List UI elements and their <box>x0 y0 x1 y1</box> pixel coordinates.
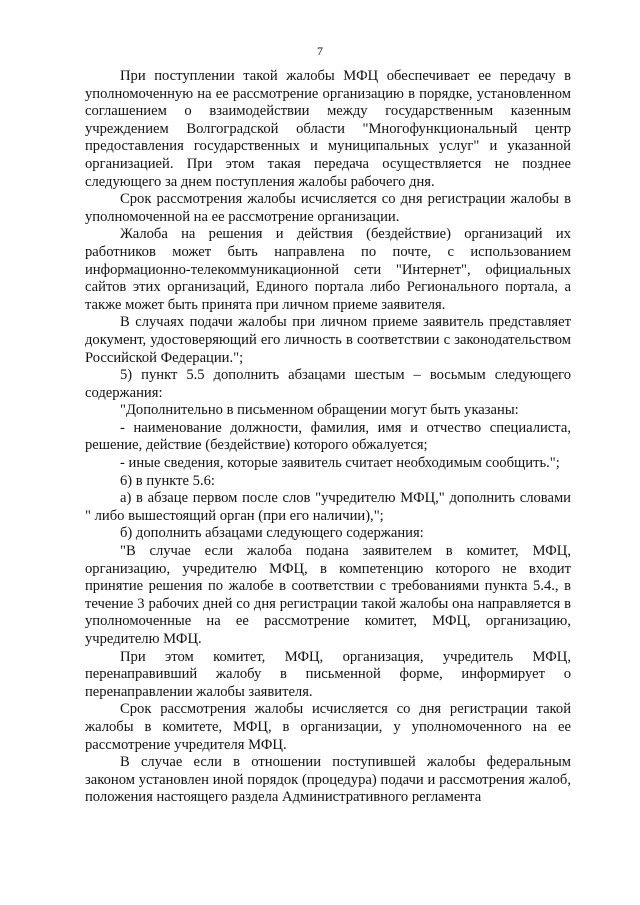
paragraph-review-period-redirect: Срок рассмотрения жалобы исчисляется со дня регистрации такой жалобы в комитете, МФЦ, в организации, у уполномоченного на ее рассмотрение учредителя МФЦ. <box>85 701 571 753</box>
paragraph-transfer-to-organization: При поступлении такой жалобы МФЦ обеспечивает ее передачу в уполномоченную на ее рассмотрение организацию в порядке, установленном соглашением о взаимодействии между государственным казенным учреждением Волгоградской области "Многофункциональный центр предоставления государственных и муниципальных услуг" и указанной организацией. При этом такая передача осуществляется не позднее следующего за днем поступления жалобы рабочего дня. <box>85 68 571 190</box>
paragraph-personal-reception: В случаях подачи жалобы при личном приеме заявитель представляет документ, удостоверяющий его личность в соответствии с законодательством Российской Федерации."; <box>85 314 571 366</box>
page-number: 7 <box>317 44 323 58</box>
paragraph-redirect-complaint: "В случае если жалоба подана заявителем в комитет, МФЦ, организацию, учредителю МФЦ, в компетенцию которого не входит принятие решения по жалобе в соответствии с требованиями пункта 5.4., в течение 3 рабочих дней со дня регистрации такой жалобы она направляется в уполномоченные на ее рассмотрение комитет, МФЦ, организацию, учредителю МФЦ. <box>85 543 571 647</box>
paragraph-review-period: Срок рассмотрения жалобы исчисляется со дня регистрации жалобы в уполномоченной на ее рассмотрение организации. <box>85 191 571 225</box>
paragraph-item-6a: а) в абзаце первом после слов "учредителю МФЦ," дополнить словами " либо вышестоящий орган (при его наличии),"; <box>85 490 571 524</box>
paragraph-other-info: - иные сведения, которые заявитель считает необходимым сообщить."; <box>120 455 560 472</box>
document-body <box>85 68 571 807</box>
paragraph-position-name: - наименование должности, фамилия, имя и отчество специалиста, решение, действие (бездействие) которого обжалуется; <box>85 419 571 454</box>
paragraph-inform-applicant: При этом комитет, МФЦ, организация, учредитель МФЦ, перенаправивший жалобу в письменной форме, информирует о перенаправлении жалобы заявителя. <box>85 648 571 700</box>
paragraph-item-5: 5) пункт 5.5 дополнить абзацами шестым – восьмым следующего содержания: <box>85 367 571 401</box>
paragraph-additional-info: "Дополнительно в письменном обращении могут быть указаны: <box>120 402 519 419</box>
paragraph-complaint-channels: Жалоба на решения и действия (бездействие) организаций их работников может быть направлена по почте, с использованием информационно-телекоммуникационной сети "Интернет", официальных сайтов этих организаций, Единого портала либо Регионального портала, а также может быть принята при личном приеме заявителя. <box>85 226 571 313</box>
paragraph-federal-law: В случае если в отношении поступившей жалобы федеральным законом установлен иной порядок (процедура) подачи и рассмотрения жалоб, положения настоящего раздела Административного регламента <box>85 754 571 806</box>
paragraph-item-6: 6) в пункте 5.6: <box>120 472 215 489</box>
paragraph-item-6b: б) дополнить абзацами следующего содержания: <box>120 525 424 542</box>
